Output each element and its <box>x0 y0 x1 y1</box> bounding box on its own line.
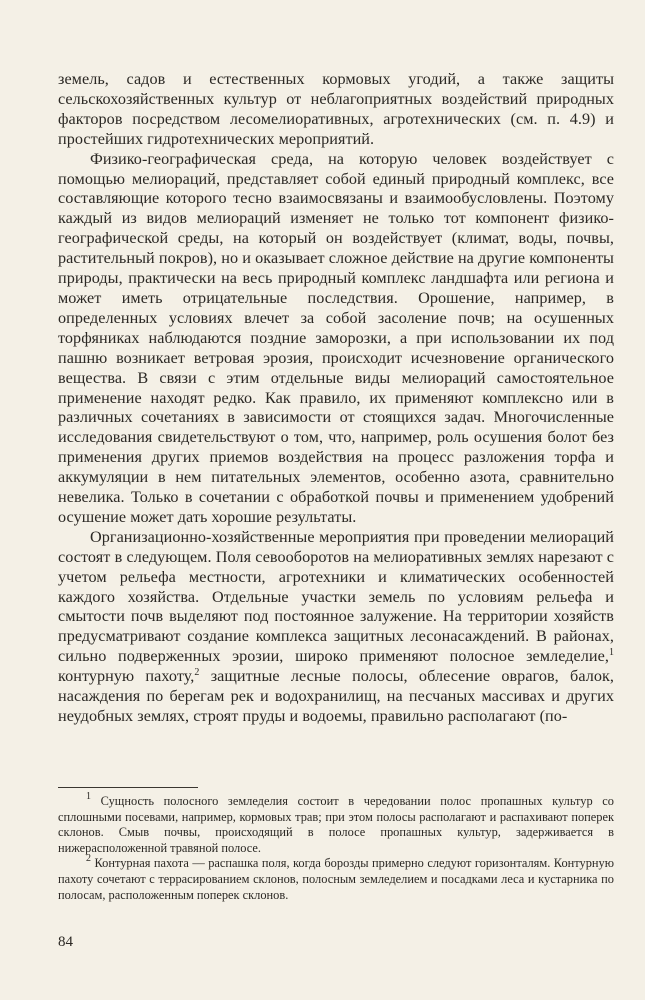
footnote-1 <box>58 791 614 856</box>
footnotes <box>58 791 614 903</box>
footnote-2-text: Контурная пахота — распашка поля, когда борозды примерно следуют горизонталям. Контурную пахоту сочетают с террасированием склонов, полосным земледелием и посадками леса и кустарника по полосам, расположенным поперек склонов. <box>58 856 614 902</box>
paragraph-text-part-b: контурную пахоту, <box>58 667 195 686</box>
footnote-separator <box>58 787 198 788</box>
footnote-1-number: 1 <box>86 791 91 802</box>
paragraph-text-part-c: защитные лесные полосы, облесение оврагов, балок, насаждения по берегам рек и водохранилищ, на песчаных массивах и других неудобных землях, строят пруды и водоемы, правильно располагают (по- <box>58 667 614 725</box>
paragraph-text-part-a: Организационно-хозяйственные мероприятия при проведении мелиораций состоят в следующем. Поля севооборотов на мелиоративных землях нарезают с учетом рельефа местности, агротехники и климатических особенностей каждого хозяйства. Отдельные участки земель по условиям рельефа и смытости почв выделяют под постоянное залужение. На территории хозяйств предусматривают создание комплекса защитных лесонасаждений. В районах, сильно подверженных эрозии, широко применяют полосное земледелие, <box>58 527 614 666</box>
paragraph-continuation: земель, садов и естественных кормовых угодий, а также защиты сельскохозяйственных культур от неблагоприятных воздействий природных факторов посредством лесомелиоративных, агротехнических (см. п. 4.9) и простейших гидротехнических мероприятий. <box>58 70 614 148</box>
paragraph-physical-geography: Физико-географическая среда, на которую человек воздействует с помощью мелиораций, представляет собой единый природный комплекс, все составляющие которого тесно взаимосвязаны и взаимообусловлены. Поэтому каждый из видов мелиораций изменяет не только тот компонент физико-географической среды, на который он воздействует (климат, воды, почвы, растительный покров), но и оказывает сложное действие на другие компоненты природы, практически на весь природный комплекс ландшафта или региона и может иметь отрицательные последствия. Орошение, например, в определенных условиях влечет за собой засоление почв; на осушенных торфяниках наблюдаются поздние заморозки, а при использовании их под пашню возникает ветровая эрозия, происходит исчезновение органического вещества. В связи с этим отдельные виды мелиораций самостоятельное применение находят редко. Как правило, их применяют комплексно или в различных сочетаниях в зависимости от стоящихся задач. Многочисленные исследования свидетельствуют о том, что, например, роль осушения болот без применения других приемов воздействия на процесс разложения торфа и аккумуляции в нем питательных элементов, особенно азота, сравнительно невелика. Только в сочетании с обработкой почвы и применением удобрений осушение может дать хорошие результаты. <box>58 149 614 526</box>
main-text <box>58 70 614 727</box>
footnote-ref-1: 1 <box>608 647 614 659</box>
page-number: 84 <box>58 934 73 950</box>
footnote-2 <box>58 853 614 903</box>
footnote-2-number: 2 <box>86 853 91 865</box>
footnote-ref-2: 2 <box>194 667 200 679</box>
footnote-1-text: Сущность полосного земледелия состоит в чередовании полос пропашных культур со сплошными посевами, например, кормовых трав; при этом полосы располагают и распахивают поперек склонов. Смыв почвы, происходящий в полосе пропашных культур, задерживается в нижерасположенной травяной полосе. <box>58 794 614 855</box>
paragraph-organizational-measures <box>58 528 614 727</box>
